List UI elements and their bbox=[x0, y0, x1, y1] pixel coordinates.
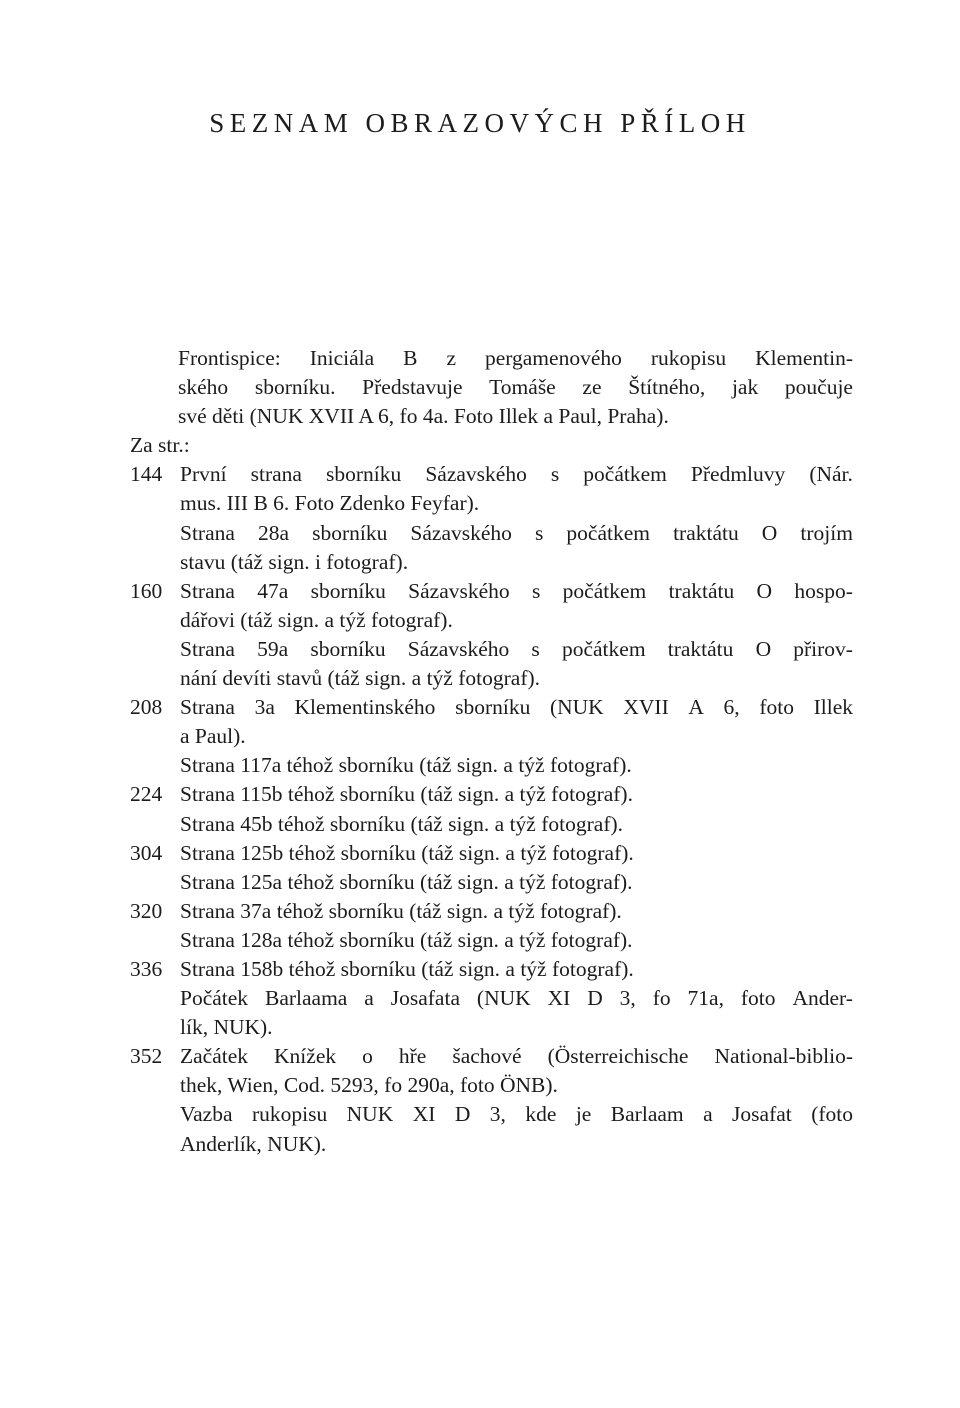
caption-line: Anderlík, NUK). bbox=[180, 1131, 327, 1156]
frontispiece-line: Frontispice: Iniciála B z pergamenového rukopisu Klementin- bbox=[178, 346, 853, 370]
list-item bbox=[130, 519, 853, 577]
list-item bbox=[130, 635, 853, 693]
frontispiece-caption bbox=[130, 344, 853, 431]
page-number: 336 bbox=[130, 956, 163, 981]
list-item bbox=[130, 984, 853, 1042]
list-item bbox=[130, 751, 853, 780]
caption-line: Strana 37a téhož sborníku (táž sign. a týž fotograf). bbox=[180, 898, 622, 923]
caption-line: a Paul). bbox=[180, 724, 246, 749]
list-item bbox=[130, 868, 853, 897]
list-item bbox=[130, 955, 853, 984]
caption-line: dářovi (táž sign. a týž fotograf). bbox=[180, 607, 453, 632]
caption-line: Strana 125a téhož sborníku (táž sign. a týž fotograf). bbox=[180, 869, 633, 894]
caption-line: Strana 128a téhož sborníku (táž sign. a týž fotograf). bbox=[180, 927, 633, 952]
list-item bbox=[130, 1042, 853, 1100]
list-item bbox=[130, 897, 853, 926]
caption-line: nání devíti stavů (táž sign. a týž fotograf). bbox=[180, 666, 541, 691]
caption-line: Strana 158b téhož sborníku (táž sign. a týž fotograf). bbox=[180, 956, 634, 981]
list-item bbox=[130, 693, 853, 751]
page-title: SEZNAM OBRAZOVÝCH PŘÍLOH bbox=[209, 108, 751, 138]
caption-line: Strana 59a sborníku Sázavského s počátkem traktátu O přirov- bbox=[180, 636, 853, 661]
caption-line: Strana 47a sborníku Sázavského s počátkem traktátu O hospo- bbox=[180, 578, 853, 603]
caption-line: Strana 125b téhož sborníku (táž sign. a týž fotograf). bbox=[180, 840, 634, 865]
list-item bbox=[130, 780, 853, 809]
list-item bbox=[130, 810, 853, 839]
caption-line: Strana 45b téhož sborníku (táž sign. a týž fotograf). bbox=[180, 811, 624, 836]
list-item bbox=[130, 460, 853, 518]
caption-line: Strana 117a téhož sborníku (táž sign. a týž fotograf). bbox=[180, 753, 632, 778]
caption-line: Začátek Knížek o hře šachové (Österreichische National-biblio- bbox=[180, 1044, 853, 1069]
caption-line: Strana 3a Klementinského sborníku (NUK XVII A 6, foto Illek bbox=[180, 695, 853, 720]
caption-line: Strana 28a sborníku Sázavského s počátkem traktátu O trojím bbox=[180, 520, 853, 545]
caption-line: Počátek Barlaama a Josafata (NUK XI D 3, fo 71a, foto Ander- bbox=[180, 986, 853, 1011]
list-item bbox=[130, 839, 853, 868]
page-number: 304 bbox=[130, 840, 163, 865]
caption-line: stavu (táž sign. i fotograf). bbox=[180, 549, 409, 574]
caption-line: První strana sborníku Sázavského s počátkem Předmluvy (Nár. bbox=[180, 462, 853, 487]
page-number: 224 bbox=[130, 782, 163, 807]
list-item bbox=[130, 1100, 853, 1158]
caption-line: thek, Wien, Cod. 5293, fo 290a, foto ÖNB). bbox=[180, 1073, 558, 1098]
list-of-illustrations bbox=[130, 344, 853, 1159]
list-item bbox=[130, 926, 853, 955]
frontispiece-line: ského sborníku. Představuje Tomáše ze Štítného, jak poučuje bbox=[178, 375, 853, 400]
page-number: 208 bbox=[130, 695, 163, 720]
page-number: 160 bbox=[130, 578, 163, 603]
page-number: 352 bbox=[130, 1044, 163, 1069]
frontispiece-line: své děti (NUK XVII A 6, fo 4a. Foto Illek a Paul, Praha). bbox=[178, 404, 669, 429]
page-number: 320 bbox=[130, 898, 163, 923]
list-item bbox=[130, 577, 853, 635]
caption-line: lík, NUK). bbox=[180, 1015, 273, 1040]
caption-line: mus. III B 6. Foto Zdenko Feyfar). bbox=[180, 491, 480, 516]
caption-line: Vazba rukopisu NUK XI D 3, kde je Barlaam a Josafat (foto bbox=[180, 1102, 853, 1127]
entry-list bbox=[130, 460, 853, 1158]
page-number: 144 bbox=[130, 462, 163, 487]
page-column-heading: Za str.: bbox=[130, 433, 190, 458]
caption-line: Strana 115b téhož sborníku (táž sign. a týž fotograf). bbox=[180, 782, 633, 807]
